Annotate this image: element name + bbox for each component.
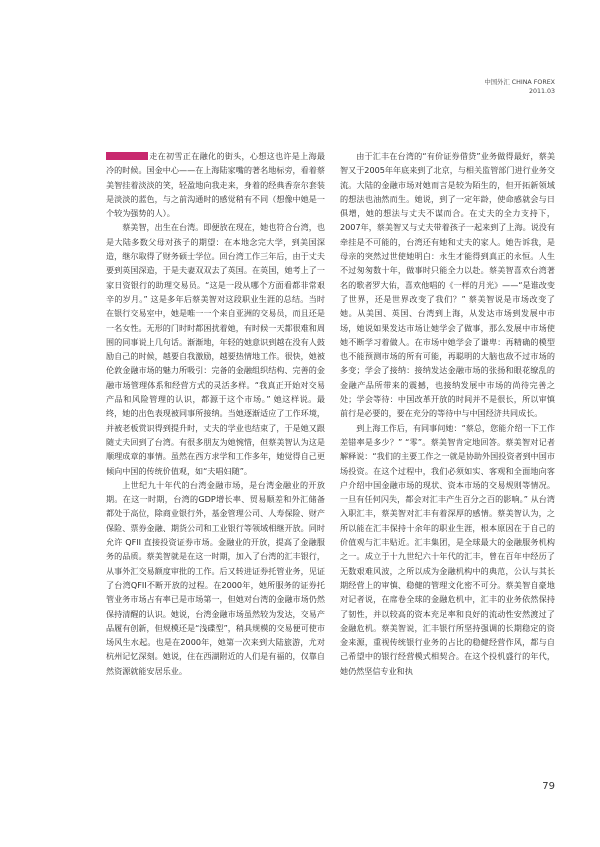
section-marker — [106, 152, 148, 160]
paragraph: 由于汇丰在台湾的“有价证券借贷”业务做得最好，蔡美智又于2005年年底来到了北京，与相关监管部门进行业务交流。大陆的金融市场对她而言是较为陌生的，但开拓新领域的想法也油然而生。她说，到了一定年龄，使命感就会与日俱增，她的想法与丈夫不谋而合。在丈夫的全力支持下，2007年，蔡美智又与丈夫带着孩子一起来到了上海。说没有牵挂是不可能的，台湾还有她和丈夫的家人。她告诉我，是母亲的突然过世使她明白：永生才能得到真正的永恒。人生不过匆匆数十年，做事时只能全力以赴。蔡美智喜欢台湾著名的歌者罗大佑，喜欢他唱的《一样的月光》——“是谁改变了世界，还是世界改变了我们？” 蔡美智说是市场改变了她。从美国、英国、台湾到上海，从发达市场到发展中市场，她说如果发达市场让她学会了做事，那么发展中市场使她不断学习着做人。在市场中她学会了谦卑：再精确的模型也不能预测市场的所有可能，再聪明的大脑也敌不过市场的多变；学会了接纳：接纳发达金融市场的张扬和眼花缭乱的金融产品所带来的震撼，也接纳发展中市场的尚待完善之处；学会等待：中国改革开放的时间并不是很长，所以审慎前行是必要的，要在充分的等待中与中国经济共同成长。 — [340, 151, 555, 419]
page-number: 79 — [542, 781, 555, 792]
paragraph: 上世纪九十年代的台湾金融市场，是台湾金融业的开放期。在这一时期，台湾的GDP增长率、贸易顺差和外汇储备都处于高位，除商业银行外，基金管理公司、人寿保险、财产保险、票券金融、期货公司和工业银行等领域相继开放。同时允许 QFII 直接投资证券市场。金融业的开放，提高了金融服务的品质。蔡美智就是在这一时期，加入了台湾的汇丰银行，从事外汇交易额度审批的工作。后又转进证券托管业务，见证了台湾QFII不断开放的过程。在2000年，她所服务的证券托管业务市场占有率已是市场第一，但她对台湾的金融市场仍然保持清醒的认识。她说，台湾金融市场虽然较为发达，交易产品履有创新，但规模还是“浅碟型”，稍具规模的交易便可使市场风生水起。也是在2000年，她第一次来到大陆旅游，尤对杭州记忆深刻。她说，住在西湖附近的人们是有福的，仅靠自然资源就能安居乐业。 — [106, 479, 325, 676]
paragraph — [106, 149, 325, 220]
paragraph: 蔡美智，出生在台湾。即便放在现在，她也符合台湾，也是大陆多数父母对孩子的期望：在本地念完大学，到美国深造，继尔取得了财务硕士学位。回台湾工作三年后，由于丈夫要到英国深造，于是夫妻双双去了英国。在英国，她考上了一家日资银行的助理交易员。“这是一段从哪个方面看都非常艰辛的岁月。” 这是多年后蔡美智对这段职业生涯的总结。当时在银行交易室中，她是唯一一个来自亚洲的交易员，而且还是一名女性。无形的门时时都困扰着她，有时候一天都很难和周围的同事说上几句话。渐渐地，年轻的她意识到越在没有人鼓励自己的时候，越要自我激励，越要热情地工作。很快，她被伦敦金融市场的魅力所吸引：完备的金融组织结构、完善的金融市场管理体系和经营方式的灵活多样。“我真正开始对交易产品和风险管理的认识，都源于这个市场。” 她这样说。最终，她的出色表现被同事所接纳。当她逐渐适应了工作环境，并被老板赏识得到提升时，丈夫的学业也结束了，于是她又跟随丈夫回到了台湾。有很多朋友为她惋惜，但蔡美智认为这是顺理成章的事情。虽然在西方求学和工作多年，她觉得自己更倾向中国的传统价值观，如“夫唱妇随”。 — [106, 222, 325, 476]
left-text-column — [106, 149, 325, 678]
paragraph: 到上海工作后，有同事问她：“蔡总，您能介绍一下工作差错率是多少？” “零”。蔡美智肯定地回答。蔡美智对记者解释说：“我们的主要工作之一就是协助外国投资者到中国市场投资。在这个过程中，我们必须如实、客观和全面地向客户介绍中国金融市场的现状、资本市场的交易规则等情况。一旦有任何闪失，都会对汇丰产生百分之百的影响。” 从台湾入职汇丰，蔡美智对汇丰有着深厚的感情。蔡美智认为，之所以能在汇丰保持十余年的职业生涯，根本原因在于自己的价值观与汇丰贴近。汇丰集团，是全球最大的金融服务机构之一。成立于十九世纪六十年代的汇丰，曾在百年中经历了无数艰难风波，之所以成为金融机构中的典范，公认与其长期经营上的审慎、稳健的管理文化密不可分。蔡美智自豪地对记者说，在席卷全球的金融危机中，汇丰的业务依然保持了韧性，并以较高的资本充足率和良好的流动性安然渡过了金融危机。蔡美智说，汇丰银行所坚持强调的长期稳定的资金来源，重视传统银行业务的占比的稳健经营作风，都与自己希望中的银行经营模式相契合。在这个投机盛行的年代，她仍然坚信专业和执 — [340, 422, 555, 676]
running-header — [485, 78, 555, 96]
issue-date: 2011.03 — [528, 88, 555, 95]
right-text-column — [340, 149, 555, 678]
paragraph-text: 走在初雪正在融化的街头，心想这也许是上海最冷的时候。国金中心——在上海陆家嘴的著名地标旁，看着蔡美智挂着淡淡的笑，轻盈地向我走来，身着的经典香奈尔套装是淡淡的蓝色，与之前沟通时的感觉稍有不同（想像中她是一个较为强势的人）。 — [106, 151, 325, 219]
magazine-brand: 中国外汇 CHINA FOREX — [484, 79, 555, 86]
